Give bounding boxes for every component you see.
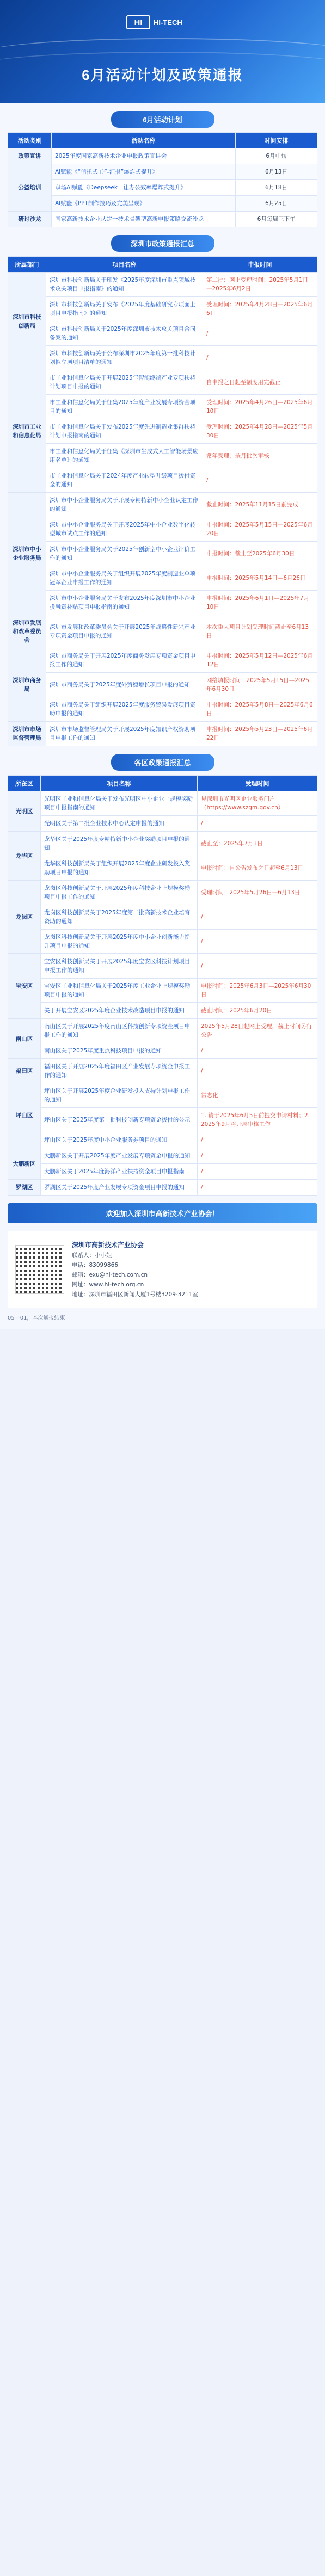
contact-info — [72, 1239, 198, 1300]
table-row — [8, 1043, 317, 1059]
table-row — [8, 419, 317, 444]
policy-link[interactable]: 深圳市中小企业服务局关于2025年创新型中小企业评价工作的通知 — [46, 542, 203, 566]
district-cell: 坪山区 — [8, 1083, 41, 1148]
activity-time: 6月25日 — [236, 196, 317, 212]
column-header: 时间安排 — [236, 133, 317, 148]
policy-link[interactable]: 福田区关于开展2025年度福田区产业发展专项资金申报工作的通知 — [41, 1059, 198, 1083]
qr-code-icon[interactable] — [15, 1245, 64, 1294]
contact-footer — [8, 1231, 317, 1308]
column-header: 项目名称 — [46, 257, 203, 273]
policy-time: 见深圳市光明区企业服务门户（https://www.szgm.gov.cn） — [198, 791, 317, 816]
department-cell: 深圳市商务局 — [8, 648, 46, 722]
policy-time: 申报时间：2025年6月3日—2025年6月30日 — [198, 979, 317, 1003]
table-row — [8, 1180, 317, 1196]
policy-link[interactable]: 市工业和信息化局关于征集《深圳市生成式人工智能场景应用名单》的通知 — [46, 444, 203, 468]
table-row — [8, 542, 317, 566]
table-row — [8, 164, 317, 180]
table-row — [8, 1083, 317, 1108]
column-header: 申报时间 — [203, 257, 317, 273]
department-cell: 深圳市工业和信息化局 — [8, 370, 46, 493]
org-name: 深圳市高新技术产业协会 — [72, 1241, 144, 1249]
table-row — [8, 468, 317, 493]
policy-time: / — [198, 1148, 317, 1164]
policy-time: 申报时间：2025年5月23日—2025年6月22日 — [203, 722, 317, 746]
policy-time: 网络填报时间：2025年5月15日—2025年6月30日 — [203, 673, 317, 697]
table-row — [8, 346, 317, 370]
policy-time: / — [198, 1164, 317, 1180]
policy-time: 申报时间：2025年5月15日—2025年6月20日 — [203, 517, 317, 542]
policy-link[interactable]: 坪山区关于2025年度中小企业服务券项目的通知 — [41, 1132, 198, 1148]
table-row — [8, 697, 317, 722]
district-section — [8, 754, 317, 1196]
table-row — [8, 1132, 317, 1148]
activity-table — [8, 132, 317, 227]
policy-link[interactable]: 龙华区科技创新局关于组织开展2025年度企业研发投入奖励项目申报的通知 — [41, 856, 198, 881]
policy-time: 截止时间：2025年11月15日前完成 — [203, 493, 317, 517]
column-header: 所在区 — [8, 776, 41, 791]
activity-category: 研讨沙龙 — [8, 212, 52, 227]
table-row — [8, 1164, 317, 1180]
table-row — [8, 566, 317, 591]
table-row — [8, 722, 317, 746]
department-cell: 深圳市中小企业服务局 — [8, 493, 46, 615]
activity-time: 6月每周三下午 — [236, 212, 317, 227]
policy-time: / — [203, 321, 317, 346]
policy-time: 受理时间：2025年4月28日—2025年5月30日 — [203, 419, 317, 444]
table-row — [8, 615, 317, 648]
table-row — [8, 180, 317, 196]
activity-name[interactable]: AI赋能《“信托式工作汇报”爆炸式提升》 — [52, 164, 236, 180]
table-row — [8, 321, 317, 346]
policy-link[interactable]: 深圳市科技创新局关于2025年度深圳市技术攻关项目合同备案的通知 — [46, 321, 203, 346]
policy-link[interactable]: 南山区关于开展2025年度南山区科技创新专项资金项目申报工作的通知 — [41, 1019, 198, 1043]
table-row — [8, 954, 317, 979]
district-table — [8, 775, 317, 1196]
table-row — [8, 591, 317, 615]
policy-link[interactable]: 市工业和信息化局关于开展2025年智能终端产业专项扶持计划项目申报的通知 — [46, 370, 203, 395]
policy-link[interactable]: 深圳市商务局关于2025年度外贸稳增长项目申报的通知 — [46, 673, 203, 697]
activity-time: 6月中旬 — [236, 148, 317, 164]
contact-line: 网址：www.hi-tech.org.cn — [72, 1281, 144, 1288]
policy-time: 申报时间：2025年5月14日—6月26日 — [203, 566, 317, 591]
policy-time: 第二批：网上受理时间：2025年5月1日—2025年6月2日 — [203, 273, 317, 297]
table-row — [8, 1059, 317, 1083]
table-row — [8, 930, 317, 954]
table-row — [8, 370, 317, 395]
policy-link[interactable]: 市工业和信息化局关于发布2025年度先进制造业集群扶持计划申报指南的通知 — [46, 419, 203, 444]
table-row — [8, 673, 317, 697]
table-row — [8, 791, 317, 816]
policy-link[interactable]: 大鹏新区关于2025年度海洋产业扶持资金项目申报指南 — [41, 1164, 198, 1180]
activity-name[interactable]: 职场AI赋能《Deepseek一让办公效率爆炸式提升》 — [52, 180, 236, 196]
policy-link[interactable]: 市工业和信息化局关于征集2025年度产业发展专项资金项目的通知 — [46, 395, 203, 419]
district-cell: 光明区 — [8, 791, 41, 832]
policy-time: / — [198, 816, 317, 832]
policy-link[interactable]: 深圳市科技创新局关于发布《2025年度基础研究专项面上项目申报指南》的通知 — [46, 297, 203, 321]
policy-link[interactable]: 深圳市中小企业服务局关于开展专精特新中小企业认定工作的通知 — [46, 493, 203, 517]
column-header: 活动名称 — [52, 133, 236, 148]
policy-time: 截止时间：2025年6月20日 — [198, 1003, 317, 1019]
policy-link[interactable]: 市工业和信息化局关于2024年度产业转型升级项目拨付资金的通知 — [46, 468, 203, 493]
table-row — [8, 148, 317, 164]
policy-time: 常态化 — [198, 1083, 317, 1108]
policy-time: / — [198, 1043, 317, 1059]
activity-name[interactable]: 2025年度国家高新技术企业申报政策宣讲会 — [52, 148, 236, 164]
column-header: 项目名称 — [41, 776, 198, 791]
department-cell: 深圳市发展和改革委员会 — [8, 615, 46, 648]
table-row — [8, 273, 317, 297]
district-section-title: 各区政策通报汇总 — [111, 754, 214, 771]
policy-link[interactable]: 深圳市中小企业服务局关于组织开展2025年度制造业单项冠军企业申报工作的通知 — [46, 566, 203, 591]
policy-link[interactable]: 深圳市中小企业服务局关于发布2025年度深圳市中小企业投融资补贴项目申报指南的通知 — [46, 591, 203, 615]
policy-time: / — [198, 1180, 317, 1196]
policy-link[interactable]: 大鹏新区关于开展2025年度产业发展专项资金申报的通知 — [41, 1148, 198, 1164]
table-row — [8, 979, 317, 1003]
policy-link[interactable]: 深圳市科技创新局关于公布深圳市2025年度第一批科技计划拟立项项目清单的通知 — [46, 346, 203, 370]
policy-link[interactable]: 龙岗区科技创新局关于2025年度第二批高新技术企业培育资助的通知 — [41, 905, 198, 930]
district-cell: 罗湖区 — [8, 1180, 41, 1196]
policy-link[interactable]: 深圳市发展和改革委员会关于开展2025年战略性新兴产业专项资金项目申报的通知 — [46, 615, 203, 648]
table-row — [8, 1148, 317, 1164]
policy-time: / — [198, 905, 317, 930]
activity-section-title: 6月活动计划 — [111, 111, 214, 128]
shenzhen-section-title: 深圳市政策通报汇总 — [111, 235, 214, 252]
policy-link[interactable]: 深圳市市场监督管理局关于开展2025年度知识产权资助项目申报工作的通知 — [46, 722, 203, 746]
policy-time: 申报时间：2025年6月1日—2025年7月10日 — [203, 591, 317, 615]
contact-line: 地址：深圳市福田区新闻大厦1号楼3209-3211室 — [72, 1291, 198, 1298]
header-banner — [0, 0, 325, 103]
policy-time: 申报时间：截止至2025年6月30日 — [203, 542, 317, 566]
activity-time: 6月13日 — [236, 164, 317, 180]
policy-time: / — [203, 346, 317, 370]
policy-link[interactable]: 深圳市商务局关于组织开展2025年度服务贸易发展项目资助申报的通知 — [46, 697, 203, 722]
policy-time: 本次重大项目计划受理时间截止至6月13日 — [203, 615, 317, 648]
policy-time: 申报时间：自公告发布之日起至6月13日 — [198, 856, 317, 881]
bottom-note: 05—01，本次通报结束 — [8, 1315, 65, 1321]
policy-time: / — [198, 1059, 317, 1083]
table-row — [8, 196, 317, 212]
policy-link[interactable]: 宝安区科技创新局关于开展2025年度宝安区科技计划项目申报工作的通知 — [41, 954, 198, 979]
table-row — [8, 1003, 317, 1019]
table-row — [8, 832, 317, 856]
contact-line: 联系人：小小姐 — [72, 1252, 112, 1259]
policy-link[interactable]: 光明区关于第二批企业技术中心认定申报的通知 — [41, 816, 198, 832]
policy-link[interactable]: 光明区工业和信息化局关于发布光明区中小企业上规模奖励项目申报指南的通知 — [41, 791, 198, 816]
policy-time: 受理时间：2025年5月26日—6月13日 — [198, 881, 317, 905]
bottom-bar — [8, 1313, 317, 1321]
activity-category: 公益培训 — [8, 164, 52, 212]
district-cell: 龙岗区 — [8, 881, 41, 954]
activity-time: 6月18日 — [236, 180, 317, 196]
column-header: 受理时间 — [198, 776, 317, 791]
policy-link[interactable]: 宝安区工业和信息化局关于2025年度工业企业上规模奖励项目申报的通知 — [41, 979, 198, 1003]
policy-link[interactable]: 坪山区关于开展2025年度企业研发投入支持计划申报工作的通知 — [41, 1083, 198, 1108]
policy-time: 截止至：2025年7月3日 — [198, 832, 317, 856]
policy-link[interactable]: 坪山区关于2025年度第一批科技创新专项资金拨付的公示 — [41, 1108, 198, 1132]
district-cell: 大鹏新区 — [8, 1148, 41, 1180]
activity-name[interactable]: 国家高新技术企业认定一技术骨架型高新申报策略交流沙龙 — [52, 212, 236, 227]
shenzhen-section — [8, 235, 317, 746]
department-cell: 深圳市科技创新局 — [8, 273, 46, 370]
table-row — [8, 856, 317, 881]
activity-section — [8, 111, 317, 227]
table-row — [8, 444, 317, 468]
policy-time: / — [198, 930, 317, 954]
table-row — [8, 517, 317, 542]
table-row — [8, 905, 317, 930]
table-row — [8, 493, 317, 517]
table-row — [8, 648, 317, 673]
table-row — [8, 395, 317, 419]
policy-link[interactable]: 南山区关于2025年度重点科技项目申报的通知 — [41, 1043, 198, 1059]
logo-text: HI-TECH — [154, 18, 182, 27]
district-cell: 宝安区 — [8, 954, 41, 1019]
policy-link[interactable]: 深圳市中小企业服务局关于开展2025年中小企业数字化转型城市试点工作的通知 — [46, 517, 203, 542]
policy-time: / — [198, 954, 317, 979]
department-cell: 深圳市市场监督管理局 — [8, 722, 46, 746]
policy-time: 常年受理，按月批次审核 — [203, 444, 317, 468]
district-cell: 南山区 — [8, 1019, 41, 1059]
table-row — [8, 297, 317, 321]
shenzhen-table — [8, 256, 317, 746]
column-header: 所属部门 — [8, 257, 46, 273]
policy-link[interactable]: 龙岗区科技创新局关于开展2025年度中小企业创新能力提升项目申报的通知 — [41, 930, 198, 954]
policy-time: 申报时间：2025年5月8日—2025年6月6日 — [203, 697, 317, 722]
column-header: 活动类别 — [8, 133, 52, 148]
policy-link[interactable]: 罗湖区关于2025年度产业发展专项资金项目申报的通知 — [41, 1180, 198, 1196]
activity-category: 政策宣讲 — [8, 148, 52, 164]
policy-link[interactable]: 深圳市科技创新局关于印发《2025年度深圳市重点领域技术攻关项目申报指南》的通知 — [46, 273, 203, 297]
table-row — [8, 816, 317, 832]
policy-link[interactable]: 关于开展宝安区2025年度企业技术改造项目申报的通知 — [41, 1003, 198, 1019]
district-cell: 龙华区 — [8, 832, 41, 881]
district-cell: 福田区 — [8, 1059, 41, 1083]
policy-time: 受理时间：2025年4月26日—2025年6月10日 — [203, 395, 317, 419]
policy-time: 申报时间：2025年5月12日—2025年6月12日 — [203, 648, 317, 673]
table-row — [8, 1019, 317, 1043]
policy-link[interactable]: 龙华区关于2025年度专精特新中小企业奖励项目申报的通知 — [41, 832, 198, 856]
policy-time: 受理时间：2025年4月28日—2025年6月6日 — [203, 297, 317, 321]
contact-line: 邮箱：exu@hi-tech.com.cn — [72, 1272, 148, 1278]
policy-time: / — [198, 1132, 317, 1148]
activity-name[interactable]: AI赋能《PPT制作技巧及完美呈现》 — [52, 196, 236, 212]
welcome-banner: 欢迎加入深圳市高新技术产业协会！ — [8, 1203, 317, 1223]
policy-time: / — [203, 468, 317, 493]
page-title: 6月活动计划及政策通报 — [82, 67, 243, 83]
policy-link[interactable]: 深圳市商务局关于开展2025年度商务发展专项资金项目申报工作的通知 — [46, 648, 203, 673]
contact-line: 电话：83099866 — [72, 1262, 118, 1268]
table-row — [8, 881, 317, 905]
policy-time: 自申报之日起至额度用完截止 — [203, 370, 317, 395]
logo-mark: HI — [126, 15, 150, 29]
logo — [126, 15, 182, 29]
policy-link[interactable]: 龙岗区科技创新局关于开展2025年度科技企业上规模奖励项目申报工作的通知 — [41, 881, 198, 905]
table-row — [8, 212, 317, 227]
policy-time: 1. 请于2025年6月5日前提交申请材料；2. 2025年9月将开展审核工作 — [198, 1108, 317, 1132]
table-row — [8, 1108, 317, 1132]
policy-time: 2025年5月28日起网上受理，截止时间另行公告 — [198, 1019, 317, 1043]
